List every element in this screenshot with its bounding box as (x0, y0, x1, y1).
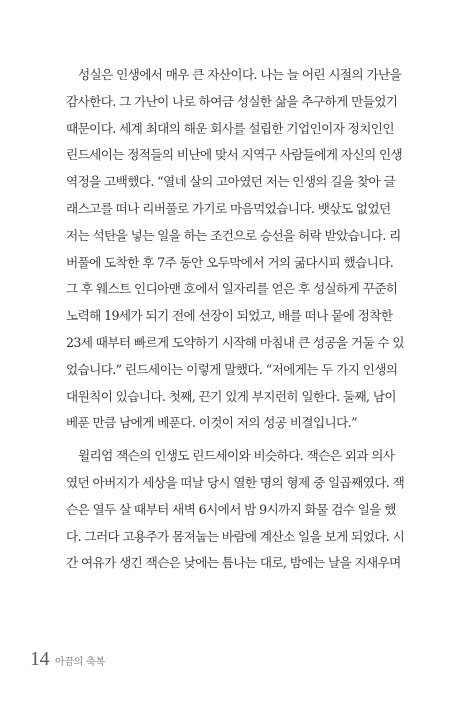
text-line: 었습니다.” 린드세이는 이렇게 말했다. “저에게는 두 가지 인생의 (66, 361, 398, 377)
text-line: 그 후 웨스트 인디아맨 호에서 일자리를 얻은 후 성실하게 꾸준히 (66, 281, 398, 297)
text-line: 린드세이는 정적들의 비난에 맞서 지역구 사람들에게 자신의 인생 (66, 147, 403, 163)
text-line: 윌리엄 잭슨의 인생도 린드세이와 비슷하다. 잭슨은 외과 의사 (66, 448, 395, 464)
text-line: 래스고를 떠나 리버풀로 가기로 마음먹었습니다. 뱃삯도 없었던 (66, 200, 391, 216)
text-line: 슨은 열두 살 때부터 새벽 6시에서 밤 9시까지 화물 검수 일을 했 (66, 501, 396, 517)
text-line: 저는 석탄을 넣는 일을 하는 조건으로 승선을 허락 받았습니다. 리 (66, 227, 401, 243)
text-line: 버풀에 도착한 후 7주 동안 오두막에서 거의 굶다시피 했습니다. (66, 254, 394, 270)
text-line: 노력해 19세가 되기 전에 선장이 되었고, 배를 떠나 뭍에 정착한 (66, 308, 393, 324)
page-number: 14 (30, 648, 49, 670)
text-line: 23세 때부터 빠르게 도약하기 시작해 마침내 큰 성공을 거둘 수 있 (66, 334, 404, 350)
text-line: 대원칙이 있습니다. 첫째, 끈기 있게 부지런히 일한다. 둘째, 남이 (66, 388, 396, 404)
text-line: 감사한다. 그 가난이 나로 하여금 성실한 삶을 추구하게 만들었기 (66, 93, 398, 109)
book-title: 아끔의 축복 (55, 657, 105, 668)
text-line: 간 여유가 생긴 잭슨은 낮에는 틈나는 대로, 밤에는 날을 지새우며 (66, 555, 401, 571)
text-line: 베푼 만큼 남에게 베푼다. 이것이 저의 성공 비결입니다.” (66, 415, 357, 431)
text-line: 때문이다. 세계 최대의 해운 회사를 설립한 기업인이자 정치인인 (66, 120, 394, 136)
text-line: 역정을 고백했다. “열네 살의 고아였던 저는 인생의 길을 찾아 글 (66, 174, 396, 190)
text-line: 였던 아버지가 세상을 떠날 당시 열한 명의 형제 중 일곱째였다. 잭 (66, 474, 405, 490)
text-line: 다. 그러다 고용주가 몸져눕는 바람에 계산소 일을 보게 되었다. 시 (66, 528, 405, 544)
text-line: 성실은 인생에서 매우 큰 자산이다. 나는 늘 어린 시절의 가난을 (66, 67, 402, 82)
page-footer (30, 648, 105, 668)
body-text (66, 62, 408, 577)
